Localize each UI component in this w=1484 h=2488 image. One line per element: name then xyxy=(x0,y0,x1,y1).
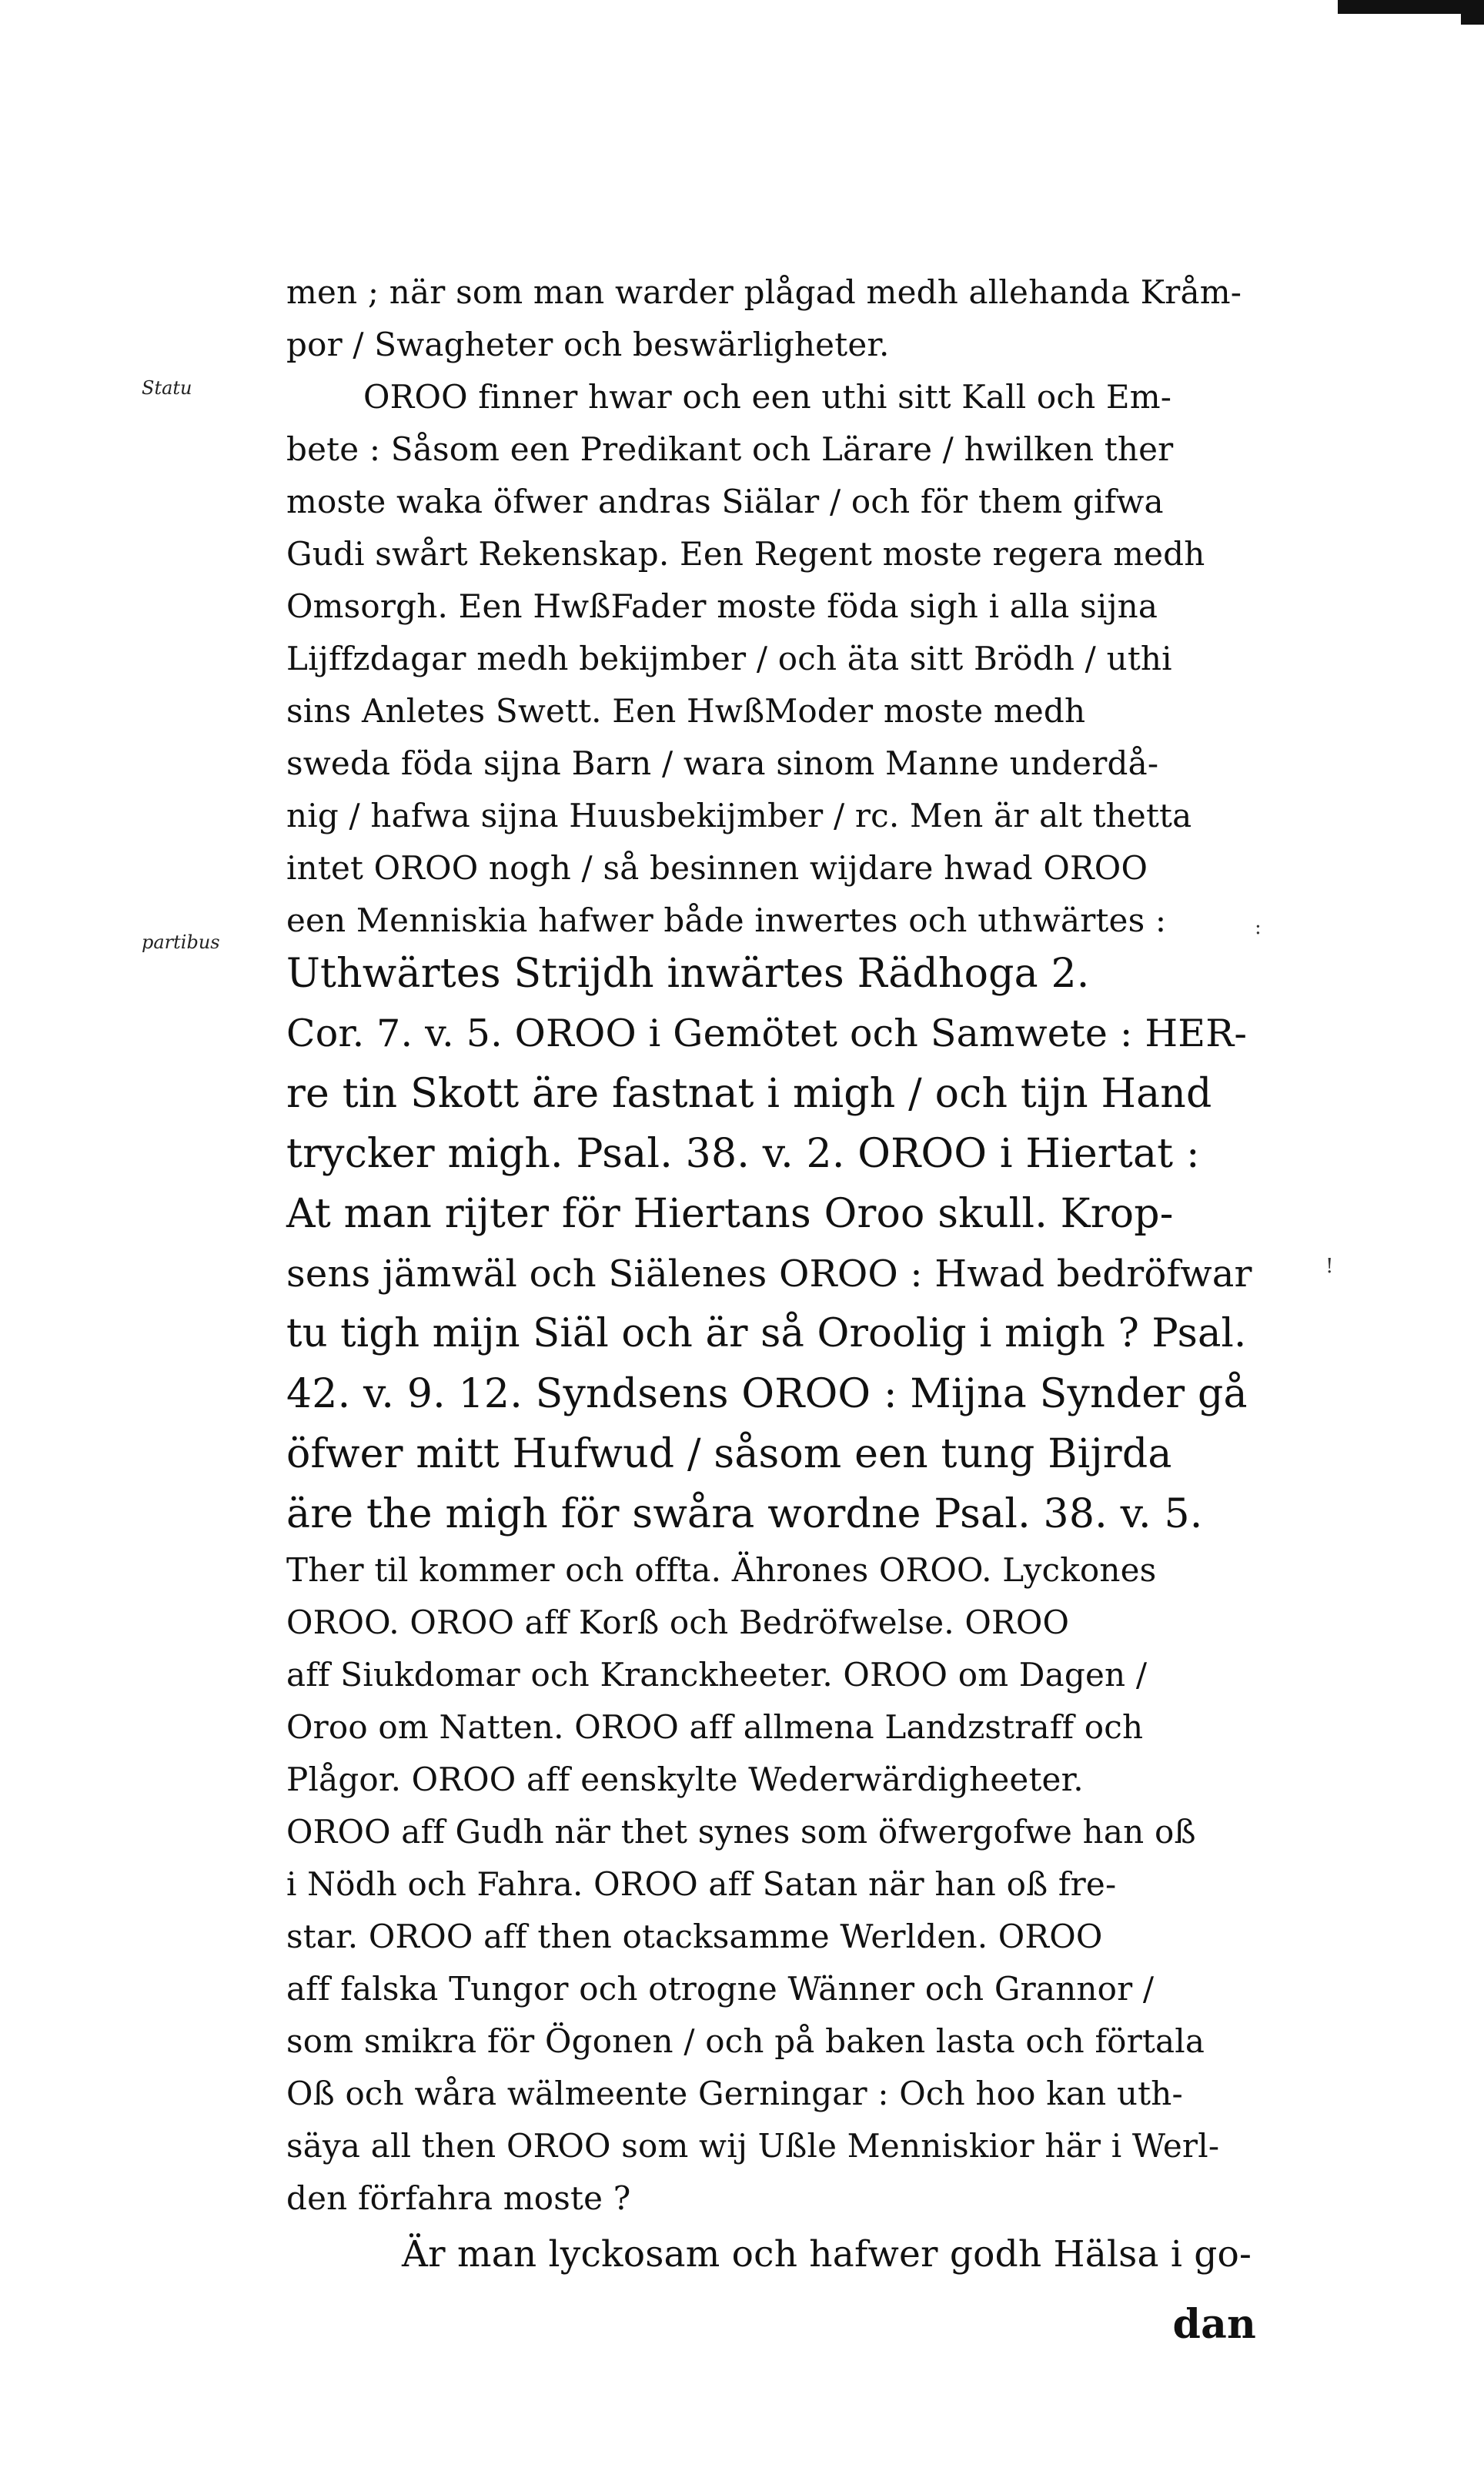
text-line: bete : Såsom een Predikant och Lärare / hwilken ther xyxy=(286,430,1174,468)
text-line: Oroo om Natten. OROO aff allmena Landzstraff och xyxy=(286,1708,1144,1746)
text-line: OROO. OROO aff Korß och Bedröfwelse. OROO xyxy=(286,1603,1070,1641)
text-line: i Nödh och Fahra. OROO aff Satan när han oß fre- xyxy=(286,1865,1117,1903)
text-line: re tin Skott äre fastnat i migh / och tijn Hand xyxy=(286,1071,1212,1117)
text-line: Uthwärtes Strijdh inwärtes Rädhoga 2. xyxy=(286,951,1090,997)
scan-edge-mark xyxy=(1338,0,1484,14)
stray-mark-colon: : xyxy=(1255,916,1262,939)
text-line: trycker migh. Psal. 38. v. 2. OROO i Hiertat : xyxy=(286,1131,1200,1177)
text-line: öfwer mitt Hufwud / såsom een tung Bijrda xyxy=(286,1431,1172,1477)
stray-mark-exclamation: ! xyxy=(1325,1255,1334,1278)
text-line: den förfahra moste ? xyxy=(286,2179,631,2217)
text-line: som smikra för Ögonen / och på baken lasta och förtala xyxy=(286,2022,1205,2060)
text-line: Är man lyckosam och hafwer godh Hälsa i go- xyxy=(402,2233,1252,2276)
text-line: sens jämwäl och Siälenes OROO : Hwad bedröfwar xyxy=(286,1252,1252,1296)
text-line: At man rijter för Hiertans Oroo skull. Krop- xyxy=(286,1191,1174,1237)
text-line: sins Anletes Swett. Een HwßModer moste medh xyxy=(286,692,1086,730)
text-line: Oß och wåra wälmeente Gerningar : Och hoo kan uth- xyxy=(286,2075,1183,2112)
text-line: äre the migh för swåra wordne Psal. 38. v. 5. xyxy=(286,1491,1203,1537)
text-line: Cor. 7. v. 5. OROO i Gemötet och Samwete : HER- xyxy=(286,1012,1248,1055)
text-line: tu tigh mijn Siäl och är så Oroolig i migh ? Psal. xyxy=(286,1311,1247,1356)
margin-note-statu: Statu xyxy=(142,377,192,399)
text-line: aff Siukdomar och Kranckheeter. OROO om Dagen / xyxy=(286,1656,1148,1694)
catchword: dan xyxy=(1172,2301,1256,2348)
margin-note-partibus: partibus xyxy=(142,931,220,953)
text-line: moste waka öfwer andras Siälar / och för them gifwa xyxy=(286,483,1164,520)
text-line: Lijffzdagar medh bekijmber / och äta sitt Brödh / uthi xyxy=(286,640,1172,677)
text-line: Gudi swårt Rekenskap. Een Regent moste regera medh xyxy=(286,535,1205,573)
text-line: intet OROO nogh / så besinnen wijdare hwad OROO xyxy=(286,849,1148,887)
text-line: aff falska Tungor och otrogne Wänner och Grannor / xyxy=(286,1970,1155,2008)
text-line: Omsorgh. Een HwßFader moste föda sigh i alla sijna xyxy=(286,587,1158,625)
text-line: säya all then OROO som wij Ußle Menniskior här i Werl- xyxy=(286,2127,1220,2165)
text-line: Plågor. OROO aff eenskylte Wederwärdigheeter. xyxy=(286,1761,1084,1798)
text-line: por / Swagheter och beswärligheter. xyxy=(286,326,890,363)
text-line: OROO finner hwar och een uthi sitt Kall och Em- xyxy=(363,378,1172,416)
text-line: Ther til kommer och offta. Ährones OROO. Lyckones xyxy=(286,1551,1157,1589)
text-line: men ; när som man warder plågad medh allehanda Kråm- xyxy=(286,273,1242,311)
text-line: nig / hafwa sijna Huusbekijmber / rc. Men är alt thetta xyxy=(286,797,1192,834)
text-line: sweda föda sijna Barn / wara sinom Manne underdå- xyxy=(286,744,1159,782)
text-line: 42. v. 9. 12. Syndsens OROO : Mijna Synder gå xyxy=(286,1371,1248,1417)
text-line: OROO aff Gudh när thet synes som öfwergofwe han oß xyxy=(286,1813,1196,1851)
text-line: star. OROO aff then otacksamme Werlden. OROO xyxy=(286,1918,1103,1955)
text-line: een Menniskia hafwer både inwertes och uthwärtes : xyxy=(286,901,1167,939)
